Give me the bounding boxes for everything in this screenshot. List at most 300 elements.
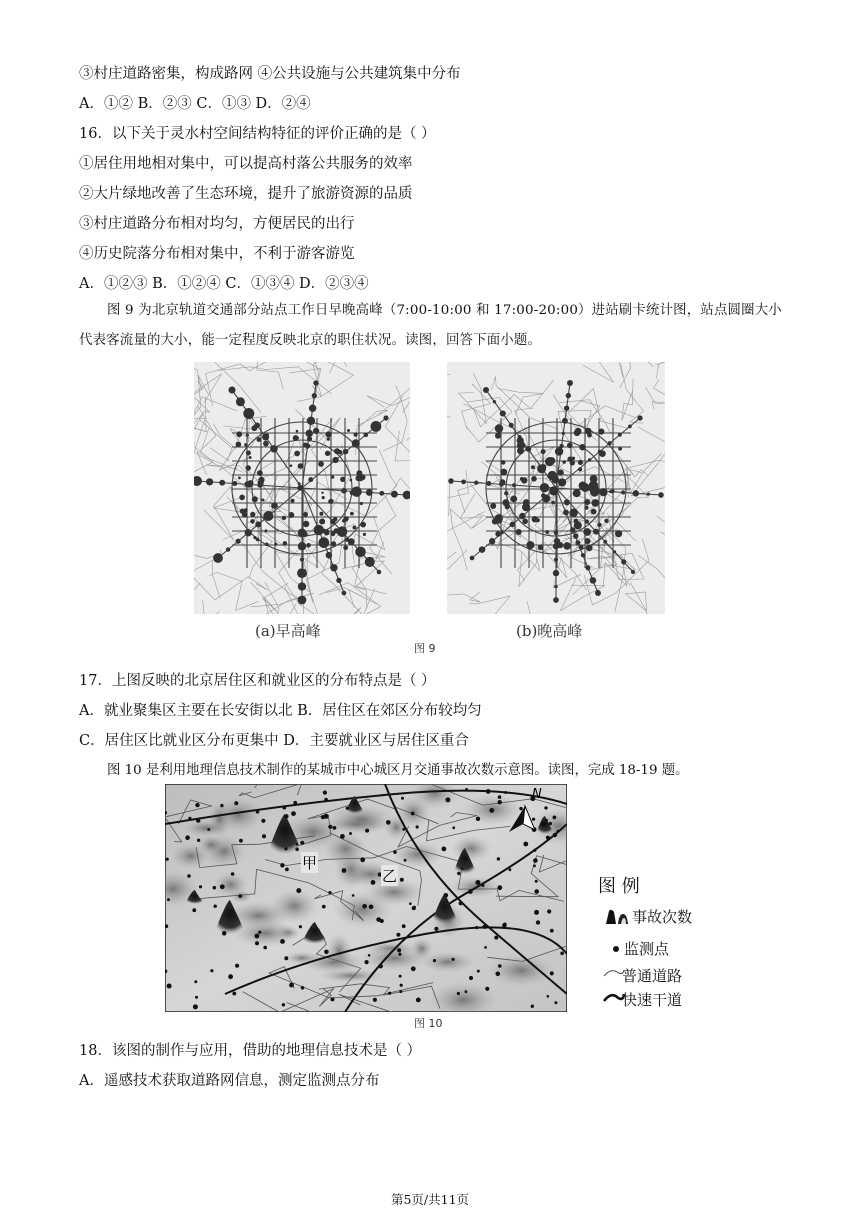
monitor-point (299, 925, 302, 928)
station-dot (598, 429, 604, 435)
monitor-point (498, 800, 502, 804)
monitor-point (484, 946, 487, 949)
station-dot (345, 538, 349, 542)
monitor-point (399, 975, 402, 978)
station-dot (236, 431, 242, 437)
station-dot (371, 421, 382, 432)
monitor-point (468, 889, 473, 894)
legend-expressway: 快速干道 (622, 991, 683, 1009)
station-dot (232, 481, 237, 486)
station-dot (558, 478, 566, 486)
station-dot (549, 486, 558, 495)
station-dot (579, 545, 584, 550)
monitor-point (547, 909, 551, 913)
monitor-point (532, 818, 535, 821)
station-dot (590, 488, 599, 497)
station-dot (563, 510, 569, 516)
station-dot (360, 502, 363, 505)
station-dot (592, 499, 600, 507)
station-dot (521, 477, 527, 483)
station-dot (303, 521, 309, 527)
station-dot (313, 428, 319, 434)
monitor-point (231, 872, 235, 876)
station-dot (352, 439, 360, 447)
monitor-point (324, 950, 329, 955)
station-dot (545, 530, 549, 534)
station-dot (318, 537, 329, 548)
station-dot (578, 460, 583, 465)
monitor-point (188, 817, 191, 820)
terrain-hill (410, 937, 433, 960)
station-dot (479, 546, 486, 553)
station-dot (331, 476, 334, 479)
monitor-point (349, 832, 352, 835)
station-dot (251, 425, 257, 431)
monitor-point (560, 952, 564, 956)
fig9-label-evening: (b)晚高峰 (516, 622, 583, 640)
station-dot (350, 479, 353, 482)
station-dot (366, 489, 373, 496)
station-dot (500, 479, 506, 485)
monitor-point (300, 841, 304, 845)
monitor-point (262, 834, 266, 838)
monitor-point (442, 847, 447, 852)
station-dot (250, 512, 255, 517)
station-dot (512, 483, 516, 487)
monitor-point (322, 905, 326, 909)
monitor-point-icon (611, 944, 621, 954)
monitor-point (550, 971, 554, 975)
station-dot (569, 509, 578, 518)
station-dot (206, 478, 213, 485)
q17-stem: 17．上图反映的北京居住区和就业区的分布特点是（ ） (79, 673, 436, 689)
station-dot (585, 519, 589, 523)
station-dot (637, 415, 642, 420)
station-dot (519, 513, 525, 519)
monitor-point (412, 906, 416, 910)
monitor-point (296, 888, 301, 893)
station-dot (270, 445, 277, 452)
monitor-point (235, 964, 239, 968)
station-dot (595, 590, 601, 596)
fig10-accident-map (165, 784, 567, 1012)
monitor-point (194, 980, 197, 983)
station-dot (541, 493, 546, 498)
station-dot (562, 418, 568, 424)
monitor-point (328, 825, 332, 829)
station-dot (302, 531, 308, 537)
station-dot (531, 465, 535, 469)
station-dot (377, 570, 381, 574)
station-dot (522, 503, 530, 511)
station-dot (574, 522, 582, 530)
station-dot (541, 464, 546, 469)
station-dot (236, 442, 242, 448)
station-dot (555, 447, 563, 455)
accident-count-icon (606, 908, 628, 924)
station-dot (263, 511, 273, 521)
station-dot (509, 423, 514, 428)
monitor-point (238, 894, 242, 898)
station-dot (554, 558, 558, 562)
station-dot (591, 509, 597, 515)
legend-title: 图 例 (598, 876, 640, 897)
station-dot (298, 463, 304, 469)
station-dot (615, 530, 622, 537)
monitor-point (509, 868, 512, 871)
monitor-point (340, 834, 345, 839)
monitor-point (328, 891, 331, 894)
station-dot (575, 540, 580, 545)
monitor-point (486, 789, 491, 794)
q17-options-a-b: A．就业聚集区主要在长安街以北 B．居住区在郊区分布较均匀 (79, 703, 482, 719)
station-dot (583, 528, 591, 536)
station-dot (545, 457, 554, 466)
monitor-point (485, 987, 489, 991)
monitor-point (397, 948, 401, 952)
monitor-point (324, 798, 328, 802)
monitor-point (483, 925, 487, 929)
monitor-point (549, 822, 552, 825)
monitor-point (258, 931, 261, 934)
station-dot (558, 470, 564, 476)
station-dot (297, 568, 307, 578)
station-dot (282, 516, 286, 520)
monitor-point (369, 905, 374, 910)
fig9-label-morning: (a)早高峰 (255, 622, 321, 640)
station-dot (531, 476, 537, 482)
terrain-hill (450, 876, 502, 898)
station-dot (236, 397, 245, 406)
monitor-point (331, 997, 335, 1001)
station-dot (566, 393, 571, 398)
monitor-point (533, 849, 536, 852)
station-dot (354, 433, 358, 437)
monitor-point (533, 865, 536, 868)
station-dot (502, 499, 509, 506)
monitor-point (289, 983, 294, 988)
station-dot (495, 433, 501, 439)
station-dot (331, 531, 336, 536)
station-dot (350, 490, 355, 495)
monitor-point (256, 810, 260, 814)
station-dot (263, 441, 269, 447)
monitor-point (400, 878, 404, 882)
station-dot (490, 503, 496, 509)
monitor-point (220, 884, 225, 889)
monitor-point (544, 806, 547, 809)
station-dot (495, 424, 503, 432)
station-dot (239, 495, 245, 501)
station-dot (343, 545, 348, 550)
monitor-point (388, 992, 391, 995)
station-dot (516, 529, 522, 535)
monitor-point (386, 820, 391, 825)
station-dot (579, 444, 585, 450)
station-dot (597, 523, 601, 527)
monitor-point (342, 868, 347, 873)
monitor-point (210, 969, 213, 972)
station-dot (350, 512, 354, 516)
station-dot (492, 519, 498, 525)
station-dot (564, 405, 569, 410)
monitor-point (497, 885, 502, 890)
station-dot (540, 483, 549, 492)
station-dot (495, 531, 501, 537)
monitor-point (187, 874, 191, 878)
station-dot (290, 499, 294, 503)
station-dot (510, 522, 515, 527)
station-dot (604, 519, 608, 523)
station-dot (243, 408, 254, 419)
monitor-point (220, 804, 223, 807)
station-dot (483, 387, 489, 393)
monitor-point (452, 958, 455, 961)
monitor-point (457, 872, 460, 875)
monitor-point (553, 816, 557, 820)
monitor-point (239, 839, 243, 843)
station-dot (255, 521, 261, 527)
monitor-point (434, 927, 438, 931)
station-dot (290, 464, 293, 467)
station-dot (360, 522, 366, 528)
station-dot (501, 531, 504, 534)
q18-option-a: A．遥感技术获取道路网信息，测定监测点分布 (79, 1073, 380, 1089)
station-dot (226, 547, 230, 551)
monitor-point (504, 791, 507, 794)
legend-road: 普通道路 (622, 967, 683, 985)
station-dot (599, 488, 607, 496)
station-dot (242, 512, 247, 517)
station-dot (252, 496, 258, 502)
station-dot (563, 542, 571, 550)
station-dot (264, 529, 267, 532)
monitor-point (196, 818, 200, 822)
monitor-point (368, 954, 371, 957)
station-dot (489, 538, 495, 544)
station-dot (236, 539, 241, 544)
station-dot (618, 447, 622, 451)
station-dot (501, 460, 506, 465)
station-dot (330, 564, 337, 571)
station-dot (391, 491, 398, 498)
monitor-point (323, 791, 327, 795)
station-dot (213, 553, 223, 563)
station-dot (364, 432, 369, 437)
station-dot (298, 482, 301, 485)
station-dot (500, 410, 506, 416)
station-dot (266, 434, 269, 437)
station-dot (283, 541, 288, 546)
monitor-point (280, 939, 285, 944)
station-dot (343, 449, 348, 454)
monitor-point (531, 1005, 534, 1008)
q16-stem: 16．以下关于灵水村空间结构特征的评价正确的是（ ） (79, 126, 436, 142)
monitor-point (234, 801, 238, 805)
station-dot (538, 545, 544, 551)
station-dot (332, 457, 338, 463)
station-dot (500, 469, 507, 476)
station-dot (219, 480, 225, 486)
station-dot (554, 538, 560, 544)
station-dot (532, 516, 538, 522)
station-dot (461, 479, 466, 484)
monitor-point (489, 808, 494, 813)
station-dot (599, 450, 606, 457)
station-dot (355, 547, 366, 558)
terrain-hill (183, 820, 229, 837)
station-dot (333, 517, 337, 521)
monitor-point (346, 807, 349, 810)
monitor-point (536, 920, 540, 924)
station-dot (608, 441, 612, 445)
station-dot (308, 477, 313, 482)
page-footer: 第5页/共11页 (390, 1192, 470, 1207)
monitor-point (445, 797, 450, 802)
monitor-point (465, 788, 468, 791)
station-dot (584, 506, 588, 510)
station-dot (611, 489, 615, 493)
station-dot (309, 404, 316, 411)
station-dot (238, 477, 241, 480)
fig10-intro: 图 10 是利用地理信息技术制作的某城市中心城区月交通事故次数示意图。读图，完成 18-19 题。 (107, 763, 689, 778)
monitor-point (444, 893, 449, 898)
monitor-point (263, 946, 267, 950)
monitor-point (497, 857, 500, 860)
monitor-point (402, 924, 406, 928)
monitor-point (362, 904, 367, 909)
station-dot (554, 585, 558, 589)
monitor-point (352, 894, 355, 897)
monitor-point (554, 1001, 557, 1004)
station-dot (307, 434, 309, 436)
station-dot (326, 431, 332, 437)
legend-accidents: 事故次数 (632, 908, 693, 926)
monitor-point (541, 822, 546, 827)
station-dot (573, 489, 581, 497)
station-dot (584, 499, 590, 505)
monitor-point (280, 863, 284, 867)
station-dot (526, 447, 531, 452)
monitor-point (399, 990, 402, 993)
station-dot (590, 577, 597, 584)
terrain-hill (451, 835, 492, 862)
station-dot (228, 386, 235, 393)
q16-option-3: ③村庄道路分布相对均匀，方便居民的出行 (79, 216, 355, 232)
monitor-point (282, 806, 286, 810)
monitor-point (378, 964, 383, 969)
station-dot (574, 430, 581, 437)
station-dot (327, 438, 330, 441)
monitor-point (213, 886, 217, 890)
station-dot (288, 512, 294, 518)
station-dot (246, 482, 252, 488)
station-dot (363, 533, 366, 536)
north-label: N (532, 787, 542, 802)
q16-answer-choices: A．①②③ B．①②④ C．①③④ D．②③④ (79, 276, 369, 292)
station-dot (306, 430, 313, 437)
station-dot (246, 465, 251, 470)
station-dot (336, 578, 341, 583)
station-dot (517, 437, 524, 444)
station-dot (570, 460, 575, 465)
station-dot (553, 570, 559, 576)
station-dot (298, 542, 306, 550)
monitor-point (333, 826, 337, 830)
station-dot (303, 443, 308, 448)
station-dot (567, 443, 573, 449)
monitor-point (498, 964, 502, 968)
monitor-point (475, 926, 478, 929)
monitor-point (553, 833, 557, 837)
station-dot (294, 451, 300, 457)
station-dot (590, 475, 598, 483)
monitor-point (282, 1003, 285, 1006)
monitor-point (285, 868, 289, 872)
monitor-point (166, 858, 169, 861)
station-dot (250, 519, 255, 524)
monitor-point (523, 842, 528, 847)
station-dot (321, 492, 323, 494)
station-dot (245, 529, 252, 536)
station-dot (618, 433, 622, 437)
station-dot (578, 467, 582, 471)
station-dot (365, 557, 375, 567)
fig9-map-morning (194, 362, 410, 614)
monitor-point (496, 972, 501, 977)
fig10-caption: 图 10 (414, 1017, 443, 1030)
station-dot (265, 543, 269, 547)
station-dot (541, 449, 546, 454)
station-dot (573, 533, 578, 538)
monitor-point (291, 811, 296, 816)
station-dot (312, 393, 317, 398)
station-dot (341, 488, 347, 494)
station-dot (322, 496, 325, 499)
monitor-point (199, 885, 202, 888)
monitor-point (477, 970, 480, 973)
station-dot (298, 596, 307, 605)
monitor-point (222, 931, 227, 936)
station-dot (319, 519, 325, 525)
station-dot (340, 477, 345, 482)
station-dot (548, 471, 557, 480)
monitor-point (195, 803, 199, 807)
monitor-point (373, 998, 377, 1002)
station-dot (593, 529, 599, 535)
monitor-point (469, 976, 473, 980)
monitor-point (457, 992, 460, 995)
monitor-point (400, 984, 403, 987)
station-dot (658, 492, 664, 498)
monitor-point (214, 905, 217, 908)
monitor-point (255, 934, 260, 939)
monitor-point (393, 850, 397, 854)
station-dot (297, 485, 303, 491)
station-dot (318, 461, 324, 467)
station-dot (296, 430, 299, 433)
station-dot (326, 552, 333, 559)
station-dot (448, 478, 453, 483)
station-dot (562, 460, 566, 464)
station-dot (552, 501, 556, 505)
monitor-point (324, 814, 329, 819)
monitor-point (255, 941, 259, 945)
station-dot (554, 531, 559, 536)
monitor-point (502, 923, 507, 928)
station-dot (474, 481, 478, 485)
station-dot (334, 448, 340, 454)
